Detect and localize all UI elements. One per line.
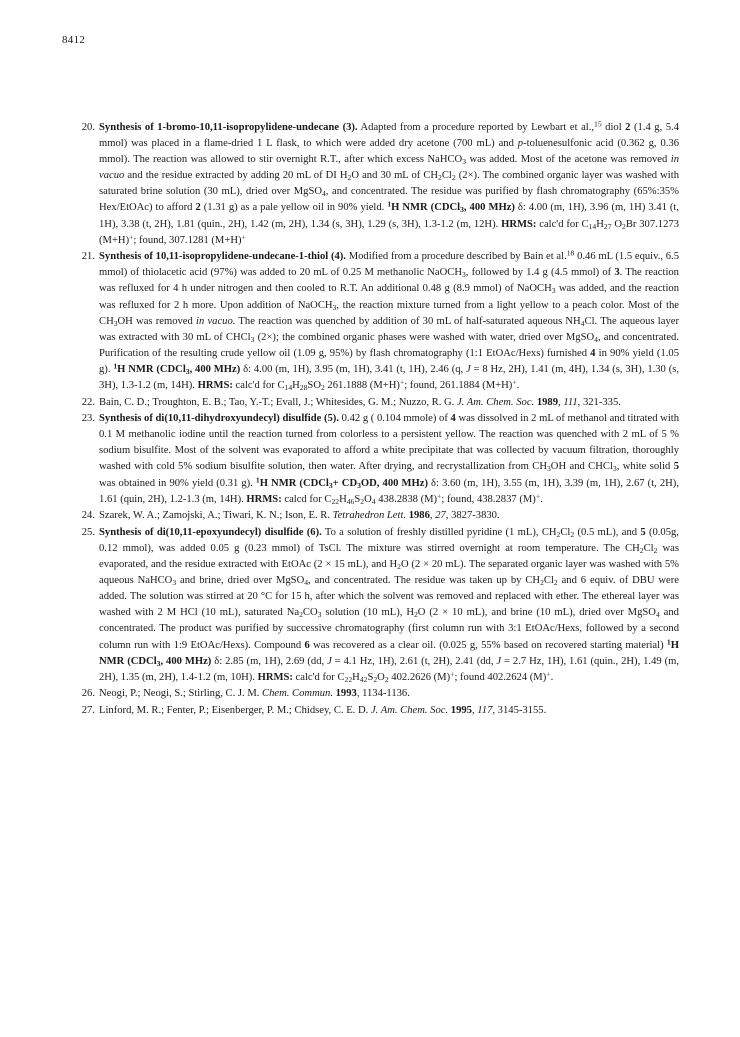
note-number: 27. — [81, 704, 95, 716]
note-number: 21. — [81, 251, 95, 263]
note-text: Synthesis of di(10,11-dihydroxyundecyl) disulfide (5). 0.42 g ( 0.104 mmole) of 4 was dissolved in 2 mL of methanol and titrated with 0.1 M methanolic iodine until the reaction turned from colorless to a persistent yellow. The reaction was quenched with 2 mL of 5 % sodium bisulfite. Most of the solvent was evaporated to afford a white precipitate that was collected by vacuum filtration, thoroughly washed with cold 5% sodium bisulfite solution, then water. After drying, and recrystallization from $CH_3OH$ and CHCl$_3$, white solid 5 was obtained in 90% yield (0.31 g). $^1$H NMR (CDCl$_3$+ $CD_3OD$, 400 MHz) δ: 3.60 (m, 1H), 3.55 (m, 1H), 3.39 (m, 1H), 2.67 (t, 2H), 1.61 (quin, 2H), 1.2-1.3 (m, 14H). HRMS: calcd for $C_{22}H_{46}S_2O_4$ 438.2838 (M)+; found, 438.2837 (M)+. — [99, 413, 680, 506]
note-number: 23. — [81, 413, 95, 425]
note-24 — [67, 508, 679, 524]
note-26 — [67, 686, 679, 702]
note-23 — [67, 411, 679, 508]
note-text: Linford, M. R.; Fenter, P.; Eisenberger, P. M.; Chidsey, C. E. D. J. Am. Chem. Soc. 1995, 117, 3145-3155. — [99, 704, 547, 716]
note-22 — [67, 395, 679, 411]
note-number: 24. — [81, 510, 95, 522]
note-21 — [67, 249, 679, 394]
note-number: 22. — [81, 396, 95, 408]
note-20 — [67, 120, 679, 249]
page-number: 8412 — [62, 34, 86, 46]
note-number: 25. — [81, 526, 95, 538]
note-text: Synthesis of di(10,11-epoxyundecyl) disulfide (6). To a solution of freshly distilled pyridine (1 mL), $CH_2Cl_2$ (0.5 mL), and 5 (0.05g, 0.12 mmol), was added 0.05 g (0.23 mmol) of TsCl. The mixture was stirred overnight at room temperature. The $CH_2Cl_2$ was evaporated, and the residue extracted with EtOAc (2 × 15 mL), and $H_2O$ (2 × 20 mL). The separated organic layer was washed with 5% aqueous NaHCO$_3$ and brine, dried over MgSO$_4$, and concentrated. The residue was taken up by $CH_2Cl_2$ and 6 equiv. of DBU were added. The solution was stirred at 20 °C for 15 h, after which the solvent was removed and replaced with ether. The ethereal layer was washed with 2 M HCl (10 mL), saturated $Na_2CO_3$ solution (10 mL), $H_2O$ (2 × 10 mL), and brine (10 mL), dried over MgSO$_4$ and concentrated. The product was purified by successive chromatography (first column run with 3:1 EtOAc/Hexs, followed by a second column run with 1:9 EtOAc/Hexs). Compound 6 was recovered as a clear oil. (0.025 g, 55% based on recovered starting material) $^1$H NMR (CDCl$_3$, 400 MHz) δ: 2.85 (m, 1H), 2.69 (dd, J = 4.1 Hz, 1H), 2.61 (t, 2H), 2.41 (dd, J = 2.7 Hz, 1H), 1.61 (quin., 2H), 1.49 (m, 2H), 1.35 (m, 2H), 1.4-1.2 (m, 10H). HRMS: calc'd for $C_{22}H_{42}S_2O_2$ 402.2626 (M)+; found 402.2624 (M)+. — [99, 526, 680, 684]
notes-list — [67, 120, 679, 719]
note-number: 20. — [81, 122, 95, 133]
note-25 — [67, 525, 679, 686]
note-text: Szarek, W. A.; Zamojski, A.; Tiwari, K. N.; Ison, E. R. Tetrahedron Lett. 1986, 27, 3827-3830. — [99, 510, 500, 522]
note-text: Synthesis of 1-bromo-10,11-isopropylidene-undecane (3). Adapted from a procedure reported by Lewbart et al.,$^{15}$ diol 2 (1.4 g, 5.4 mmol) was placed in a flame-dried 1 L flask, to which were added dry acetone (700 mL) and p-toluenesulfonic acid (0.362 g, 0.36 mmol). The reaction was allowed to stir overnight R.T., after which excess NaHCO$_3$ was added. Most of the acetone was removed in vacuo and the residue extracted by adding 20 mL of DI $H_2O$ and 30 mL of $CH_2Cl_2$ (2×). The combined organic layer was washed with saturated brine solution (30 mL), dried over MgSO$_4$, and concentrated. The residue was purified by flash chromatography (65%:35% Hex/EtOAc) to afford 2 (1.31 g) as a pale yellow oil in 90% yield. $^1$H NMR (CDCl$_3$, 400 MHz) δ: 4.00 (m, 1H), 3.96 (m, 1H) 3.41 (t, 1H), 3.38 (t, 2H), 1.81 (quin., 2H), 1.42 (m, 2H), 1.34 (s, 3H), 1.29 (s, 3H), 1.3-1.2 (m, 12H). HRMS: calc'd for $C_{14}H_{27}$ $O_2Br$ 307.1273 (M+H)+; found, 307.1281 (M+H)+ — [99, 119, 680, 246]
note-27 — [67, 703, 679, 719]
note-text: Bain, C. D.; Troughton, E. B.; Tao, Y.-T.; Evall, J.; Whitesides, G. M.; Nuzzo, R. G. J. Am. Chem. Soc. 1989, 111, 321-335. — [99, 396, 621, 408]
note-number: 26. — [81, 688, 95, 700]
note-text: Synthesis of 10,11-isopropylidene-undecane-1-thiol (4). Modified from a procedure described by Bain et al.$^{18}$ 0.46 mL (1.5 equiv., 6.5 mmol) of thiolacetic acid (97%) was added to 20 mL of 0.25 M methanolic NaOCH$_3$, followed by 1.4 g (4.5 mmol) of 3. The reaction was refluxed for 4 h under nitrogen and then cooled to R.T. An additional 0.48 g (8.9 mmol) of NaOCH$_3$ was added, and the reaction was refluxed for 2 h more. Upon addition of NaOCH$_3$, the reaction mixture turned from a light yellow to a peach color. Most of the $CH_3OH$ was removed in vacuo. The reaction was quenched by addition of 30 mL of half-saturated aqueous $NH_4Cl$. The aqueous layer was extracted with 30 mL of CHCl$_3$ (2×); the combined organic phases were washed with water, dried over MgSO$_4$, and concentrated. Purification of the resulting crude yellow oil (1.09 g, 95%) by flash chromatography (1:1 EtOAc/Hexs) furnished 4 in 90% yield (1.05 g). $^1$H NMR (CDCl$_3$, 400 MHz) δ: 4.00 (m, 1H), 3.95 (m, 1H), 3.41 (t, 1H), 2.46 (q, J = 8 Hz, 2H), 1.41 (m, 4H), 1.34 (s, 3H), 1.30 (s, 3H), 1.3-1.2 (m, 14H). HRMS: calc'd for $C_{14}H_{28}SO_2$ 261.1888 (M+H)+; found, 261.1884 (M+H)+. — [99, 248, 680, 392]
note-text: Neogi, P.; Neogi, S.; Stirling, C. J. M. Chem. Commun. 1993, 1134-1136. — [99, 688, 410, 700]
